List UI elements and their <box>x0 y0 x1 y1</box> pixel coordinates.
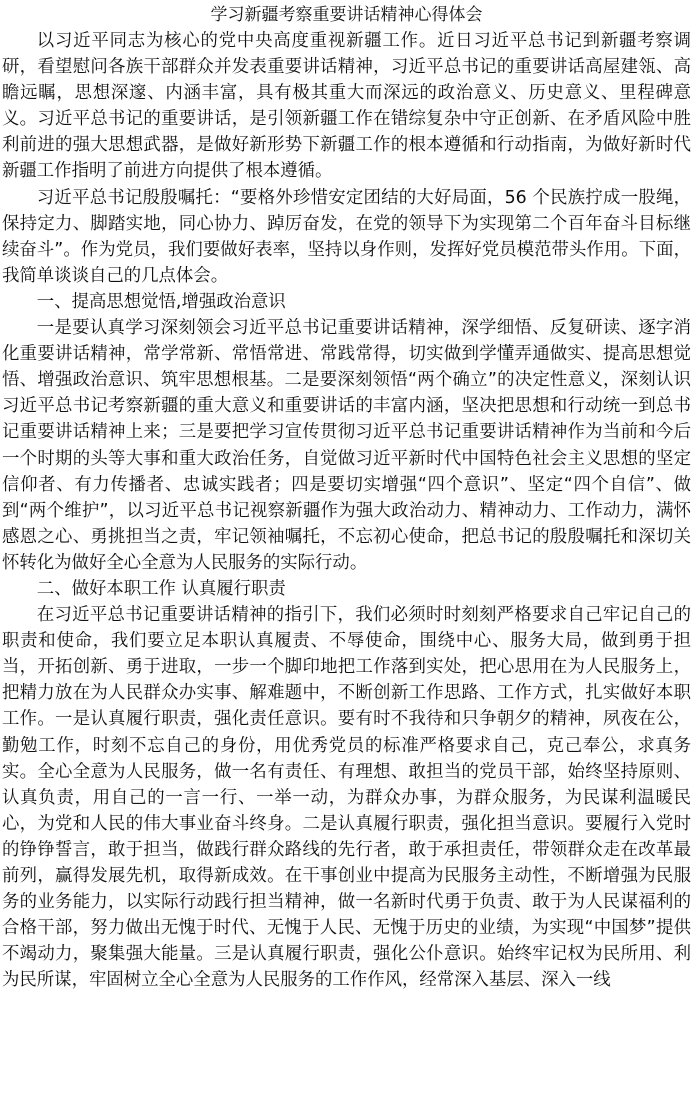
document-title: 学习新疆考察重要讲话精神心得体会 <box>210 5 483 25</box>
section-heading: 二、做好本职工作 认真履行职责 <box>36 578 286 599</box>
body-paragraph: 以习近平同志为核心的党中央高度重视新疆工作。近日习近平总书记到新疆考察调研，看望慰问各族干部群众并发表重要讲话精神，习近平总书记的重要讲话高屋建瓴、高瞻远瞩，思想深邃、内涵丰富，具有极其重大而深远的政治意义、历史意义、里程碑意义。习近平总书记的重要讲话，是引领新疆工作在错综复杂中守正创新、在矛盾风险中胜利前进的强大思想武器，是做好新形势下新疆工作的根本遵循和行动指南，为做好新时代新疆工作指明了前进方向提供了根本遵循。 <box>2 31 691 182</box>
body-paragraph: 一是要认真学习深刻领会习近平总书记重要讲话精神，深学细悟、反复研读、逐字消化重要讲话精神，常学常新、常悟常进、常践常得，切实做到学懂弄通做实、提高思想觉悟、增强政治意识、筑牢思想根基。二是要深刻领悟“两个确立”的决定性意义，深刻认识习近平总书记考察新疆的重大意义和重要讲话的丰富内涵，坚决把思想和行动统一到总书记重要讲话精神上来；三是要把学习宣传贯彻习近平总书记重要讲话精神作为当前和今后一个时期的头等大事和重大政治任务，自觉做习近平新时代中国特色社会主义思想的坚定信仰者、有力传播者、忠诚实践者；四是要切实增强“四个意识”、坚定“四个自信”、做到“两个维护”，以习近平总书记视察新疆作为强大政治动力、精神动力、工作动力，满怀感恩之心、勇挑担当之责，牢记领袖嘱托，不忘初心使命，把总书记的殷殷嘱托和深切关怀转化为做好全心全意为人民服务的实际行动。 <box>2 318 691 573</box>
body-paragraph: 习近平总书记殷殷嘱托：“要格外珍惜安定团结的大好局面，56 个民族拧成一股绳，保持定力、脚踏实地，同心协力、踔厉奋发，在党的领导下为实现第二个百年奋斗目标继续奋斗”。作为党员，我们要做好表率，坚持以身作则，发挥好党员模范带头作用。下面，我简单谈谈自己的几点体会。 <box>2 187 691 286</box>
section-heading: 一、提高思想觉悟,增强政治意识 <box>36 291 286 312</box>
body-paragraph: 在习近平总书记重要讲话精神的指引下，我们必须时时刻刻严格要求自己牢记自己的职责和使命，我们要立足本职认真履责、不辱使命，围绕中心、服务大局，做到勇于担当，开拓创新、勇于进取，一步一个脚印地把工作落到实处，把心思用在为人民服务上，把精力放在为人民群众办实事、解难题中，不断创新工作思路、工作方式，扎实做好本职工作。一是认真履行职责，强化责任意识。要有时不我待和只争朝夕的精神，夙夜在公，勤勉工作，时刻不忘自己的身份，用优秀党员的标准严格要求自己，克己奉公，求真务实。全心全意为人民服务，做一名有责任、有理想、敢担当的党员干部，始终坚持原则、认真负责，用自己的一言一行、一举一动，为群众办事，为群众服务，为民谋利温暖民心，为党和人民的伟大事业奋斗终身。二是认真履行职责，强化担当意识。要履行入党时的铮铮誓言，敢于担当，做践行群众路线的先行者，敢于承担责任，带领群众走在改革最前列，赢得发展先机，取得新成效。在干事创业中提高为民服务主动性，不断增强为民服务的业务能力，以实际行动践行担当精神，做一名新时代勇于负责、敢于为人民谋福利的合格干部，努力做出无愧于时代、无愧于人民、无愧于历史的业绩，为实现“中国梦”提供不竭动力，聚集强大能量。三是认真履行职责，强化公仆意识。始终牢记权为民所用、利为民所谋，牢固树立全心全意为人民服务的工作作风，经常深入基层、深入一线 <box>2 605 691 991</box>
